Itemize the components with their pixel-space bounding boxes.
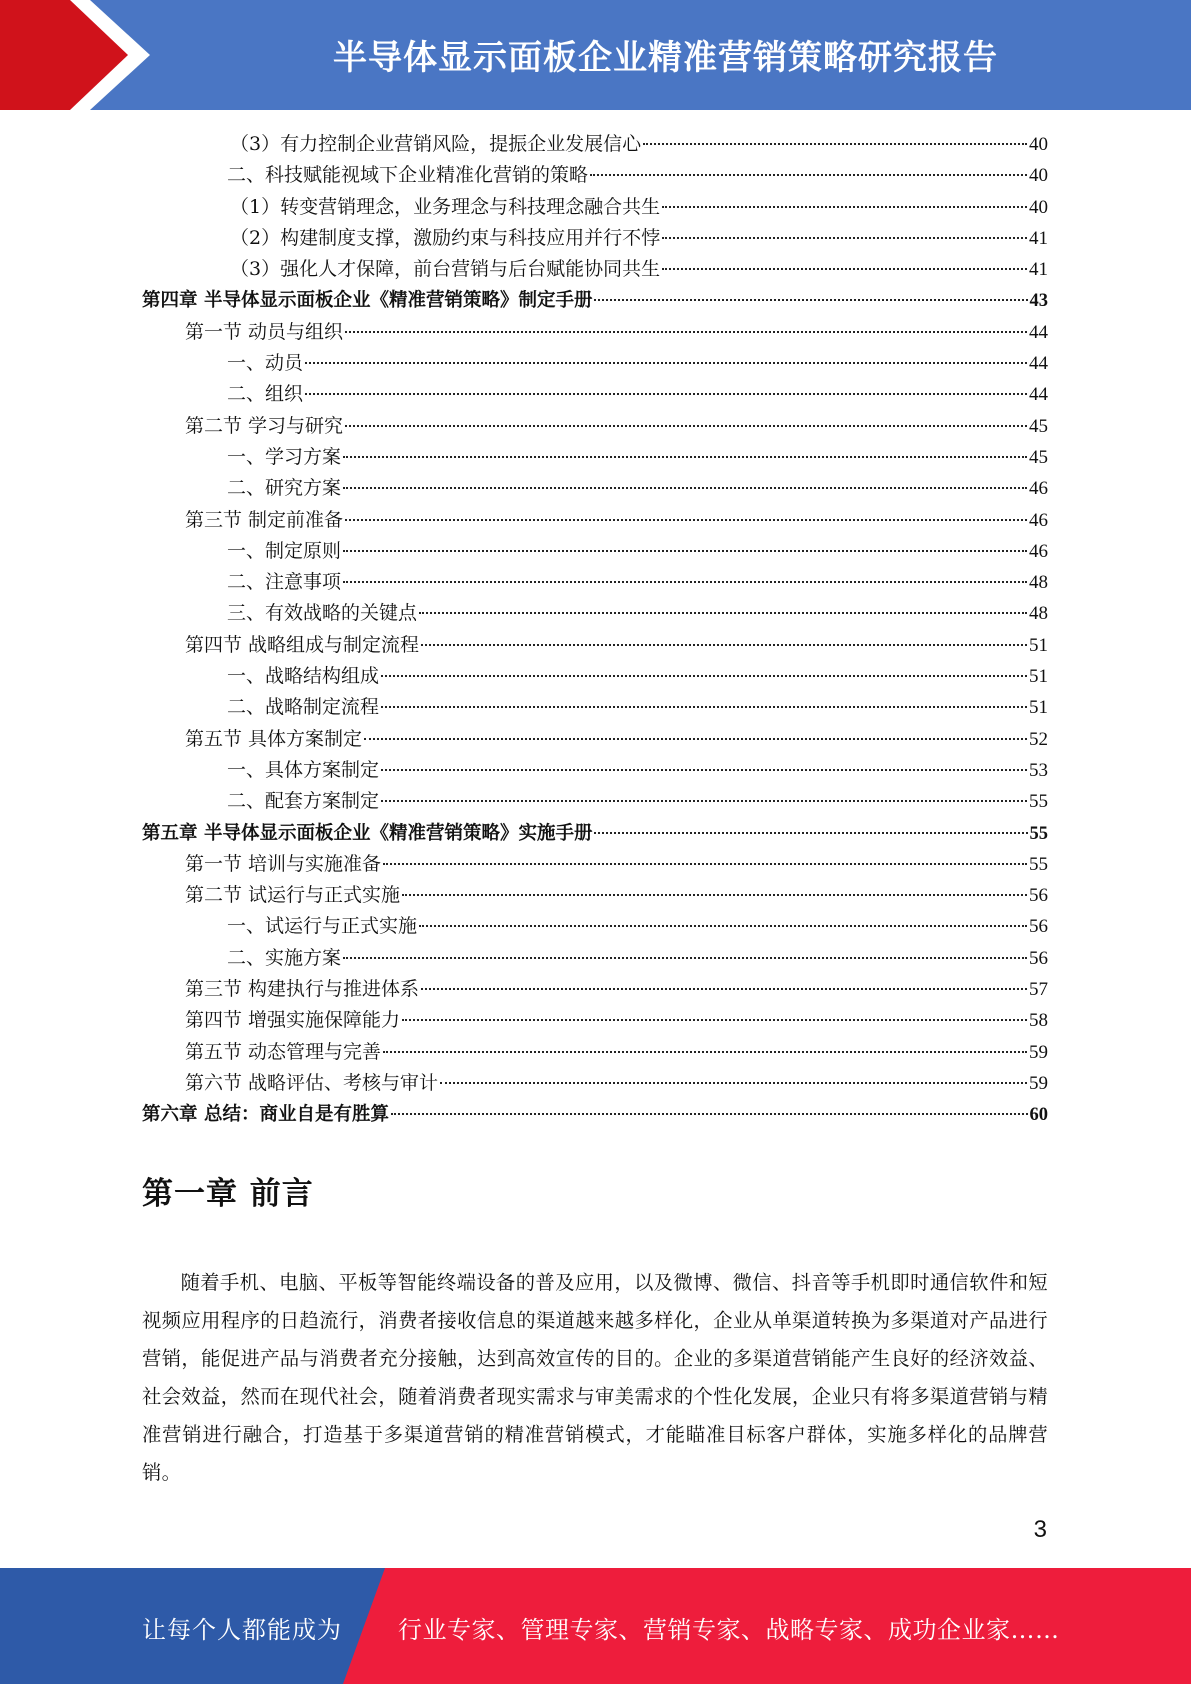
toc-leader-dots xyxy=(419,924,1027,927)
toc-entry-label: 第六章 总结：商业自是有胜算 xyxy=(142,1104,389,1126)
toc-entry-label: 二、实施方案 xyxy=(227,946,342,969)
toc-entry-label: （1）转变营销理念，业务理念与科技理念融合共生 xyxy=(230,195,661,218)
toc-entry-page: 40 xyxy=(1029,134,1048,155)
table-of-contents xyxy=(142,129,1048,1131)
toc-entry-page: 59 xyxy=(1029,1072,1048,1094)
toc-entry-page: 44 xyxy=(1029,384,1048,406)
toc-entry-label: 第六节 战略评估、考核与审计 xyxy=(185,1071,439,1094)
toc-entry[interactable] xyxy=(142,285,1048,316)
toc-entry[interactable] xyxy=(142,411,1048,442)
toc-entry[interactable] xyxy=(142,129,1048,160)
toc-entry-page: 41 xyxy=(1029,227,1048,249)
toc-leader-dots xyxy=(345,424,1027,427)
toc-entry[interactable] xyxy=(142,786,1048,817)
toc-leader-dots xyxy=(381,705,1027,708)
toc-entry-page: 45 xyxy=(1029,415,1048,437)
toc-entry-page: 57 xyxy=(1029,979,1048,1001)
toc-entry-label: 第一节 动员与组织 xyxy=(185,320,344,343)
toc-leader-dots xyxy=(662,205,1027,208)
toc-entry-label: 第二节 试运行与正式实施 xyxy=(185,884,401,907)
toc-entry-page: 51 xyxy=(1029,697,1048,719)
toc-entry-label: 一、战略结构组成 xyxy=(227,665,380,688)
toc-entry-page: 43 xyxy=(1029,291,1048,312)
toc-entry[interactable] xyxy=(142,911,1048,942)
toc-entry-label: 二、注意事项 xyxy=(227,571,342,594)
toc-leader-dots xyxy=(421,987,1027,990)
toc-entry[interactable] xyxy=(142,974,1048,1005)
toc-entry-page: 44 xyxy=(1029,321,1048,343)
toc-entry[interactable] xyxy=(142,598,1048,629)
toc-leader-dots xyxy=(343,455,1027,458)
toc-entry[interactable] xyxy=(142,692,1048,723)
toc-leader-dots xyxy=(402,893,1027,896)
toc-entry[interactable] xyxy=(142,348,1048,379)
toc-entry[interactable] xyxy=(142,536,1048,567)
toc-entry-label: 第四节 增强实施保障能力 xyxy=(185,1009,401,1032)
toc-entry[interactable] xyxy=(142,630,1048,661)
toc-entry-page: 40 xyxy=(1029,165,1048,187)
toc-leader-dots xyxy=(662,236,1027,239)
chapter-paragraph: 随着手机、电脑、平板等智能终端设备的普及应用，以及微博、微信、抖音等手机即时通信软件和短视频应用程序的日趋流行，消费者接收信息的渠道越来越多样化，企业从单渠道转换为多渠道对产品进行营销，能促进产品与消费者充分接触，达到高效宣传的目的。企业的多渠道营销能产生良好的经济效益、社会效益，然而在现代社会，随着消费者现实需求与审美需求的个性化发展，企业只有将多渠道营销与精准营销进行融合，打造基于多渠道营销的精准营销模式，才能瞄准目标客户群体，实施多样化的品牌营销。 xyxy=(142,1271,1048,1484)
toc-leader-dots xyxy=(594,298,1027,301)
toc-leader-dots xyxy=(383,862,1027,865)
toc-entry-label: 二、配套方案制定 xyxy=(227,790,380,813)
toc-entry[interactable] xyxy=(142,567,1048,598)
toc-entry-page: 46 xyxy=(1029,509,1048,531)
toc-entry[interactable] xyxy=(142,1037,1048,1068)
toc-entry[interactable] xyxy=(142,442,1048,473)
toc-leader-dots xyxy=(419,611,1027,614)
toc-leader-dots xyxy=(381,674,1027,677)
toc-entry-page: 53 xyxy=(1029,759,1048,781)
toc-entry-label: （3）有力控制企业营销风险，提振企业发展信心 xyxy=(230,133,642,155)
toc-entry-page: 55 xyxy=(1029,853,1048,875)
toc-leader-dots xyxy=(643,142,1027,145)
toc-leader-dots xyxy=(305,392,1027,395)
header-title: 半导体显示面板企业精准营销策略研究报告 xyxy=(333,38,998,78)
toc-entry-page: 56 xyxy=(1029,885,1048,907)
toc-leader-dots xyxy=(345,518,1027,521)
toc-leader-dots xyxy=(343,486,1027,489)
toc-entry[interactable] xyxy=(142,473,1048,504)
toc-leader-dots xyxy=(343,956,1027,959)
toc-entry-label: 第五节 动态管理与完善 xyxy=(185,1040,382,1063)
toc-entry[interactable] xyxy=(142,943,1048,974)
toc-entry-page: 55 xyxy=(1029,791,1048,813)
toc-leader-dots xyxy=(662,267,1027,270)
toc-entry-page: 60 xyxy=(1029,1105,1048,1126)
footer-slogan-left: 让每个人都能成为 xyxy=(142,1616,342,1644)
toc-entry-page: 40 xyxy=(1029,196,1048,218)
toc-entry[interactable] xyxy=(142,505,1048,536)
toc-entry-label: 第五章 半导体显示面板企业《精准营销策略》实施手册 xyxy=(142,822,593,844)
toc-entry-page: 55 xyxy=(1029,823,1048,844)
toc-leader-dots xyxy=(594,831,1027,834)
page-header xyxy=(0,0,1191,110)
header-arrow-flag xyxy=(0,0,160,110)
toc-entry[interactable] xyxy=(142,849,1048,880)
toc-entry-page: 45 xyxy=(1029,446,1048,468)
chapter-heading: 第一章 前言 xyxy=(142,1176,314,1212)
toc-entry-label: 第四节 战略组成与制定流程 xyxy=(185,633,420,656)
toc-entry-page: 58 xyxy=(1029,1010,1048,1032)
toc-leader-dots xyxy=(402,1018,1027,1021)
toc-entry[interactable] xyxy=(142,379,1048,410)
toc-entry[interactable] xyxy=(142,1068,1048,1099)
toc-entry[interactable] xyxy=(142,192,1048,223)
toc-entry-label: 第一节 培训与实施准备 xyxy=(185,852,382,875)
toc-entry-page: 56 xyxy=(1029,916,1048,938)
toc-entry-page: 51 xyxy=(1029,666,1048,688)
toc-entry[interactable] xyxy=(142,661,1048,692)
toc-entry[interactable] xyxy=(142,223,1048,254)
toc-leader-dots xyxy=(305,361,1027,364)
toc-entry-label: 第三节 构建执行与推进体系 xyxy=(185,978,420,1001)
toc-entry-label: 一、动员 xyxy=(227,352,304,375)
toc-entry-label: （2）构建制度支撑，激励约束与科技应用并行不悖 xyxy=(230,226,661,249)
toc-entry[interactable] xyxy=(142,160,1048,191)
toc-entry[interactable] xyxy=(142,1005,1048,1036)
toc-entry-page: 52 xyxy=(1029,728,1048,750)
toc-entry-page: 46 xyxy=(1029,540,1048,562)
toc-leader-dots xyxy=(391,1112,1028,1115)
toc-entry-label: 三、有效战略的关键点 xyxy=(227,602,418,625)
toc-entry-label: 第四章 半导体显示面板企业《精准营销策略》制定手册 xyxy=(142,290,593,312)
toc-entry-label: 第三节 制定前准备 xyxy=(185,508,344,531)
toc-entry-page: 46 xyxy=(1029,478,1048,500)
toc-entry-page: 44 xyxy=(1029,353,1048,375)
toc-leader-dots xyxy=(343,549,1027,552)
toc-leader-dots xyxy=(421,643,1027,646)
toc-entry-label: 一、具体方案制定 xyxy=(227,758,380,781)
toc-entry-label: 一、学习方案 xyxy=(227,445,342,468)
toc-entry-label: （3）强化人才保障，前台营销与后台赋能协同共生 xyxy=(230,258,661,281)
toc-leader-dots xyxy=(381,768,1027,771)
toc-leader-dots xyxy=(590,173,1027,176)
toc-entry-page: 51 xyxy=(1029,634,1048,656)
toc-entry-page: 56 xyxy=(1029,947,1048,969)
toc-entry-page: 48 xyxy=(1029,603,1048,625)
toc-leader-dots xyxy=(381,799,1027,802)
page-footer xyxy=(0,1568,1191,1684)
toc-entry[interactable] xyxy=(142,254,1048,285)
toc-entry-label: 一、制定原则 xyxy=(227,539,342,562)
toc-entry-label: 二、战略制定流程 xyxy=(227,696,380,719)
toc-entry-page: 48 xyxy=(1029,572,1048,594)
toc-entry[interactable] xyxy=(142,880,1048,911)
toc-leader-dots xyxy=(345,330,1027,333)
toc-entry[interactable] xyxy=(142,317,1048,348)
toc-entry-label: 二、组织 xyxy=(227,383,304,406)
toc-entry-page: 41 xyxy=(1029,259,1048,281)
toc-entry-label: 一、试运行与正式实施 xyxy=(227,915,418,938)
toc-leader-dots xyxy=(383,1050,1027,1053)
toc-entry-label: 第二节 学习与研究 xyxy=(185,414,344,437)
toc-entry-page: 59 xyxy=(1029,1041,1048,1063)
toc-entry-label: 二、研究方案 xyxy=(227,477,342,500)
footer-slogan-right: 行业专家、管理专家、营销专家、战略专家、成功企业家…… xyxy=(398,1616,1060,1644)
toc-entry[interactable] xyxy=(142,724,1048,755)
toc-entry[interactable] xyxy=(142,818,1048,849)
page-number: 3 xyxy=(1033,1516,1047,1543)
toc-entry-label: 第五节 具体方案制定 xyxy=(185,727,363,750)
toc-entry[interactable] xyxy=(142,1099,1048,1130)
toc-leader-dots xyxy=(343,580,1027,583)
toc-entry[interactable] xyxy=(142,755,1048,786)
toc-entry-label: 二、科技赋能视域下企业精准化营销的策略 xyxy=(227,164,589,187)
toc-leader-dots xyxy=(364,737,1027,740)
toc-leader-dots xyxy=(440,1081,1027,1084)
